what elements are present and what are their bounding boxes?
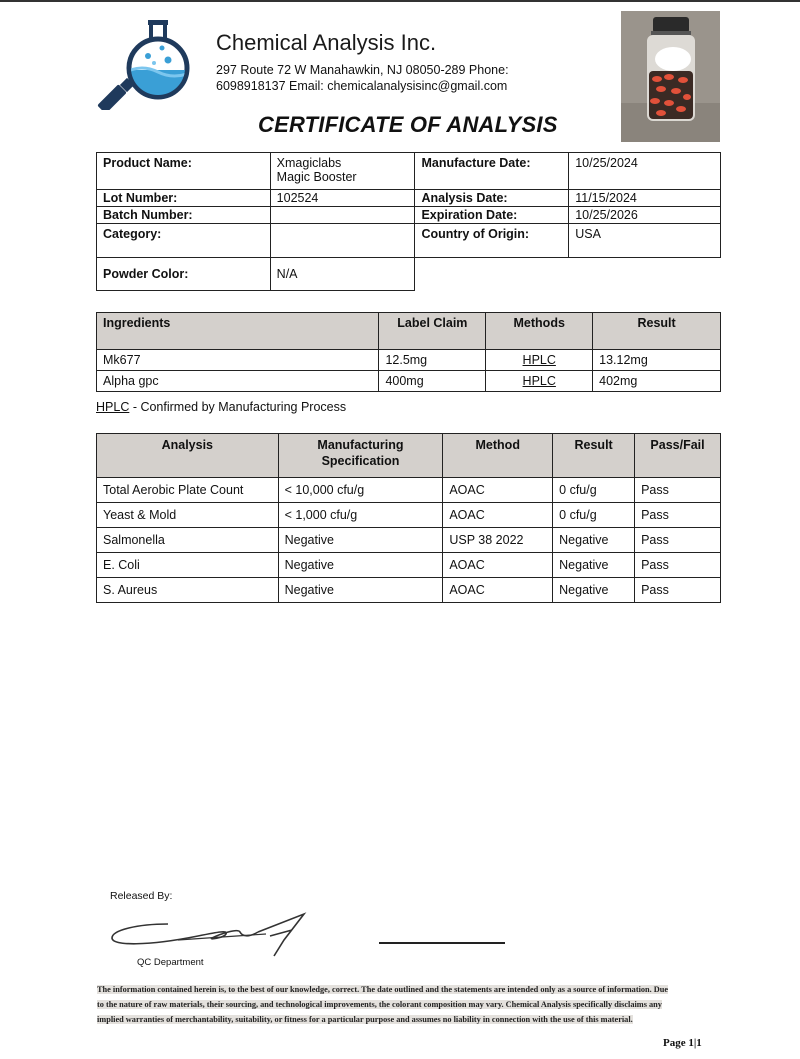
signature-line: [379, 942, 505, 944]
table-header-row: [97, 434, 721, 478]
analysis-name: S. Aureus: [97, 578, 279, 603]
table-row: [97, 153, 721, 190]
analysis-spec: Negative: [278, 578, 443, 603]
company-address: [216, 62, 546, 94]
disclaimer-line-1: The information contained herein is, to the best of our knowledge, correct. The date outlined and the statements are intended only as a source of information. Due: [97, 985, 669, 994]
table-row: [97, 553, 721, 578]
ingredient-name: Mk677: [97, 350, 379, 371]
methods-header: Methods: [486, 313, 593, 350]
ingredient-claim: 400mg: [379, 371, 486, 392]
address-line-1: 297 Route 72 W Manahawkin, NJ 08050-289 Phone:: [216, 63, 509, 77]
analysis-name: E. Coli: [97, 553, 279, 578]
microbiology-table: [96, 433, 721, 603]
category-label: Category:: [97, 224, 271, 258]
company-name: Chemical Analysis Inc.: [216, 30, 437, 55]
specification-header: Manufacturing Specification: [278, 434, 443, 478]
analysis-result: Negative: [553, 553, 635, 578]
batch-number-label: Batch Number:: [97, 207, 271, 224]
pass-fail-header: Pass/Fail: [635, 434, 721, 478]
analysis-name: Yeast & Mold: [97, 503, 279, 528]
flask-logo-icon: [96, 18, 196, 110]
analysis-pass: Pass: [635, 578, 721, 603]
result-header: Result: [593, 313, 721, 350]
signature-icon: [108, 910, 313, 958]
manufacture-date-value: 10/25/2024: [569, 153, 721, 190]
method-header: Method: [443, 434, 553, 478]
table-row: [97, 258, 721, 291]
analysis-date-label: Analysis Date:: [415, 190, 569, 207]
released-by-label: Released By:: [110, 890, 173, 902]
powder-color-value: N/A: [270, 258, 415, 291]
address-line-2: 6098918137 Email: chemicalanalysisinc@gmail.com: [216, 79, 508, 93]
analysis-method: AOAC: [443, 553, 553, 578]
analysis-method: AOAC: [443, 503, 553, 528]
page-number: Page 1|1: [663, 1037, 702, 1049]
table-row: [97, 224, 721, 258]
table-row: [97, 528, 721, 553]
analysis-result: Negative: [553, 528, 635, 553]
analysis-spec: < 10,000 cfu/g: [278, 478, 443, 503]
note-method: HPLC: [96, 400, 130, 414]
analysis-spec: < 1,000 cfu/g: [278, 503, 443, 528]
ingredient-result: 402mg: [593, 371, 721, 392]
product-info-table: [96, 152, 721, 291]
analysis-method: AOAC: [443, 478, 553, 503]
analysis-method: USP 38 2022: [443, 528, 553, 553]
ingredients-header: Ingredients: [97, 313, 379, 350]
disclaimer-line-2: to the nature of raw materials, their sourcing, and technological improvements, the colorant composition may vary. Chemical Analysis specifically disclaims any: [97, 1000, 662, 1009]
analysis-name: Salmonella: [97, 528, 279, 553]
table-row: [97, 350, 721, 371]
analysis-pass: Pass: [635, 478, 721, 503]
expiration-date-label: Expiration Date:: [415, 207, 569, 224]
product-name-value: Xmagiclabs Magic Booster: [270, 153, 415, 190]
result-header: Result: [553, 434, 635, 478]
analysis-spec: Negative: [278, 553, 443, 578]
ingredient-method: HPLC: [486, 371, 593, 392]
batch-number-value: [270, 207, 415, 224]
document-title: CERTIFICATE OF ANALYSIS: [258, 112, 558, 137]
table-row: [97, 503, 721, 528]
analysis-pass: Pass: [635, 553, 721, 578]
disclaimer-line-3: implied warranties of merchantability, suitability, or fitness for a particular purpose and assumes no liability in connection with the use of this material.: [97, 1015, 633, 1024]
table-header-row: [97, 313, 721, 350]
product-bottle-photo: [621, 11, 720, 142]
ingredient-name: Alpha gpc: [97, 371, 379, 392]
lot-number-value: 102524: [270, 190, 415, 207]
table-row: [97, 578, 721, 603]
qc-department-label: QC Department: [137, 957, 204, 968]
analysis-date-value: 11/15/2024: [569, 190, 721, 207]
analysis-name: Total Aerobic Plate Count: [97, 478, 279, 503]
category-value: [270, 224, 415, 258]
powder-color-label: Powder Color:: [97, 258, 271, 291]
ingredient-result: 13.12mg: [593, 350, 721, 371]
table-row: [97, 371, 721, 392]
analysis-pass: Pass: [635, 503, 721, 528]
ingredients-table: [96, 312, 721, 392]
analysis-header: Analysis: [97, 434, 279, 478]
table-row: [97, 190, 721, 207]
analysis-spec: Negative: [278, 528, 443, 553]
top-rule: [0, 0, 800, 2]
note-text: - Confirmed by Manufacturing Process: [129, 400, 347, 414]
analysis-result: 0 cfu/g: [553, 478, 635, 503]
method-note: [96, 400, 346, 414]
ingredient-method: HPLC: [486, 350, 593, 371]
label-claim-header: Label Claim: [379, 313, 486, 350]
country-of-origin-value: USA: [569, 224, 721, 258]
expiration-date-value: 10/25/2026: [569, 207, 721, 224]
analysis-method: AOAC: [443, 578, 553, 603]
country-of-origin-label: Country of Origin:: [415, 224, 569, 258]
analysis-pass: Pass: [635, 528, 721, 553]
manufacture-date-label: Manufacture Date:: [415, 153, 569, 190]
disclaimer: [97, 982, 723, 1027]
lot-number-label: Lot Number:: [97, 190, 271, 207]
analysis-result: 0 cfu/g: [553, 503, 635, 528]
table-row: [97, 207, 721, 224]
product-name-label: Product Name:: [97, 153, 271, 190]
analysis-result: Negative: [553, 578, 635, 603]
ingredient-claim: 12.5mg: [379, 350, 486, 371]
table-row: [97, 478, 721, 503]
